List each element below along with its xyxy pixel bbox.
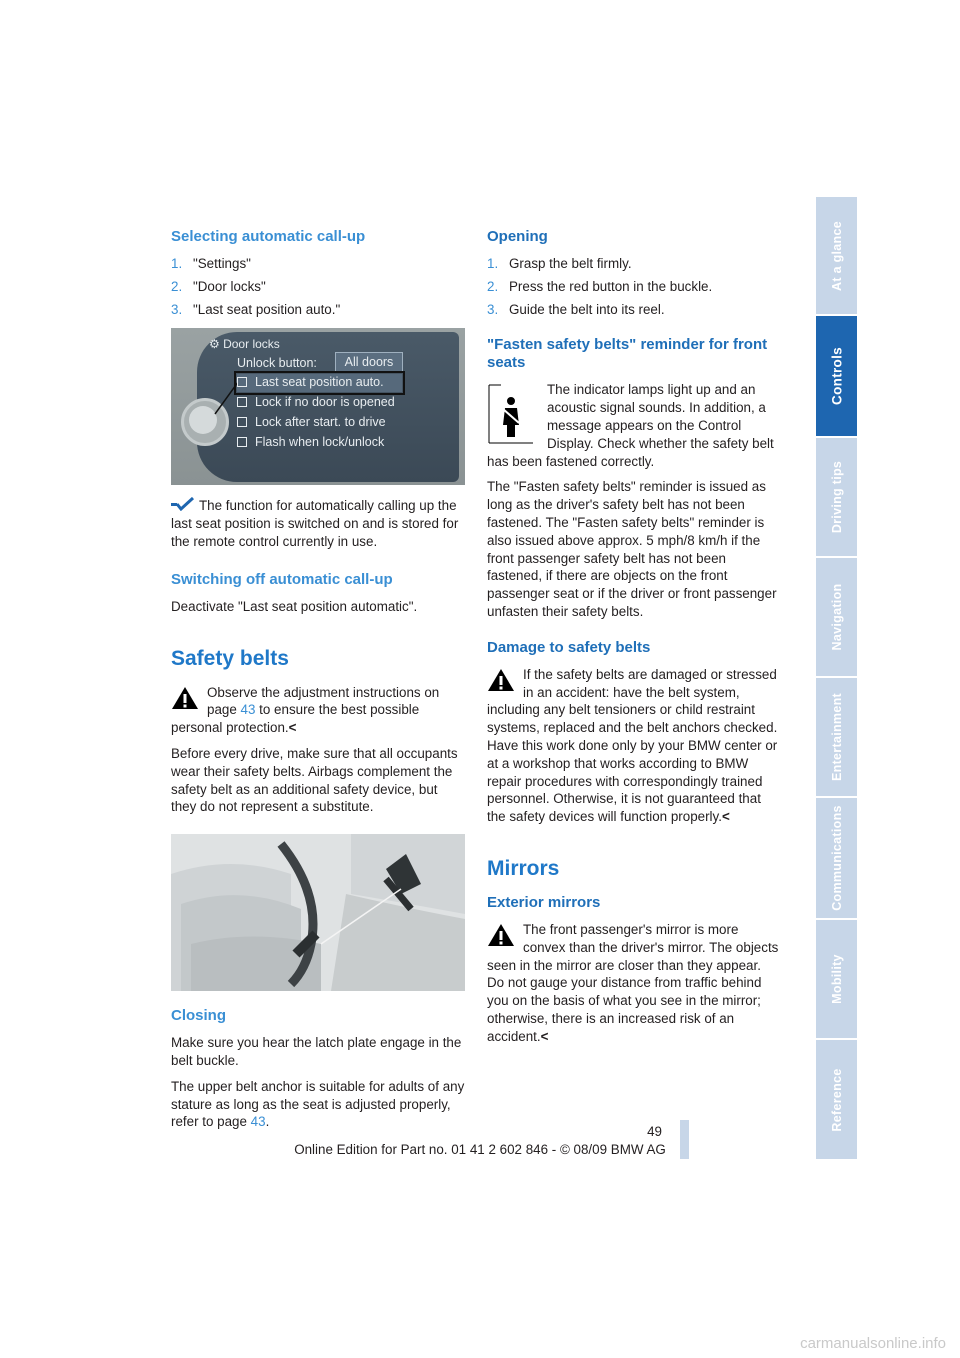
screen-option-lock-after-start: Lock after start. to drive [237,414,386,432]
tab-navigation[interactable]: Navigation [816,558,857,676]
watermark: carmanualsonline.info [800,1335,946,1352]
belt-illustration [171,834,465,991]
list-item: 1. Grasp the belt firmly. [487,256,632,271]
page-link-43[interactable]: 43 [250,1114,266,1130]
tab-at-a-glance[interactable]: At a glance [816,197,857,314]
exterior-mirrors-heading: Exterior mirrors [487,893,601,911]
section-heading-selecting-call-up: Selecting automatic call-up [171,228,366,245]
mirrors-heading: Mirrors [487,856,560,880]
tab-entertainment[interactable]: Entertainment [816,678,857,796]
safety-belts-heading: Safety belts [171,646,289,670]
left-column [171,228,465,1139]
selecting-steps-list [171,255,465,318]
tab-communications[interactable]: Communications [816,798,857,918]
tab-reference[interactable]: Reference [816,1040,857,1159]
reminder-paragraph-2: The "Fasten safety belts" reminder is issued as long as the driver's safety belt has not been fastened. The "Fasten safety belts" reminder is also issued above approx. 5 mph/8 km/h if the front passenger safety belt has not been fastened, if there are objects on the front passenger seat or if the driver or front passenger unfasten their safety belts. [487,479,777,619]
screen-unlock-label: Unlock button: [237,356,317,371]
warning-triangle-icon [171,686,199,710]
section-heading-switching-off: Switching off automatic call-up [171,570,393,588]
list-item: 2. "Door locks" [171,278,266,294]
list-item: 1. "Settings" [171,256,251,271]
damage-heading: Damage to safety belts [487,638,651,656]
right-column [487,228,781,1054]
closing-heading: Closing [171,1007,226,1025]
belts-paragraph: Before every drive, make sure that all occupants wear their safety belts. Airbags complement the safety belt as an additional safety device, but they do not represent a substitute. [171,745,458,815]
list-item: 2. Press the red button in the buckle. [487,278,713,294]
opening-heading: Opening [487,228,548,245]
screen-option-last-seat: Last seat position auto. [237,374,402,392]
reminder-heading: "Fasten safety belts" reminder for front seats [487,336,768,372]
screen-option-lock-no-door: Lock if no door is opened [237,394,395,412]
screen-title: ⚙ Door locks [209,337,280,352]
page-number: 49 [647,1124,662,1139]
checkmark-icon [171,497,195,511]
check-paragraph: The function for automatically calling up the last seat position is switched on and is stored for the remote control currently in use. [171,498,459,549]
list-item: 3. "Last seat position auto." [171,301,341,317]
screen-unlock-value: All doors [335,352,403,372]
safety-warning: Observe the adjustment instructions on page 43 to ensure the best possible personal protection.< [171,684,440,736]
screen-option-flash: Flash when lock/unlock [237,434,384,452]
list-item: 3. Guide the belt into its reel. [487,301,665,317]
closing-paragraph-1: Make sure you hear the latch plate engage in the belt buckle. [171,1035,462,1068]
warning-triangle-icon [487,923,515,947]
reminder-paragraph-1: The indicator lamps light up and an acoustic signal sounds. In addition, a message appears on the Control Display. Check whether the safety belt has been fastened correctly. [487,382,774,469]
opening-steps-list [487,255,781,318]
belt-buckle-photo [171,834,465,991]
page-link-43[interactable]: 43 [240,702,256,718]
seatbelt-indicator-icon [487,383,535,447]
tab-driving-tips[interactable]: Driving tips [816,438,857,556]
warning-triangle-icon [487,668,515,692]
damage-warning: If the safety belts are damaged or stressed in an accident: have the belt system, including any belt tensioners or child restraint systems, replaced and the belt anchors checked. Have this work done only by your BMW center or at a workshop that works according to BMW repair procedures with correspondingly trained personnel. Otherwise, it is not guaranteed that the safety devices will function properly.< [487,666,778,825]
control-display-image [171,328,465,485]
footer-edition-text: Online Edition for Part no. 01 41 2 602 846 - © 08/09 BMW AG [294,1142,666,1157]
tab-controls[interactable]: Controls [816,316,857,436]
exterior-mirrors-warning: The front passenger's mirror is more convex than the driver's mirror. The objects seen in the mirror are closer than they appear. Do not gauge your distance from traffic behind you on the basis of what you see in the mirror; otherwise, there is an increased risk of an accident.< [487,921,779,1044]
tab-mobility[interactable]: Mobility [816,920,857,1038]
closing-paragraph-2: The upper belt anchor is suitable for adults of any stature as long as the seat is adjusted properly, refer to page 43. [171,1078,465,1130]
switching-off-text: Deactivate "Last seat position automatic". [171,598,418,614]
